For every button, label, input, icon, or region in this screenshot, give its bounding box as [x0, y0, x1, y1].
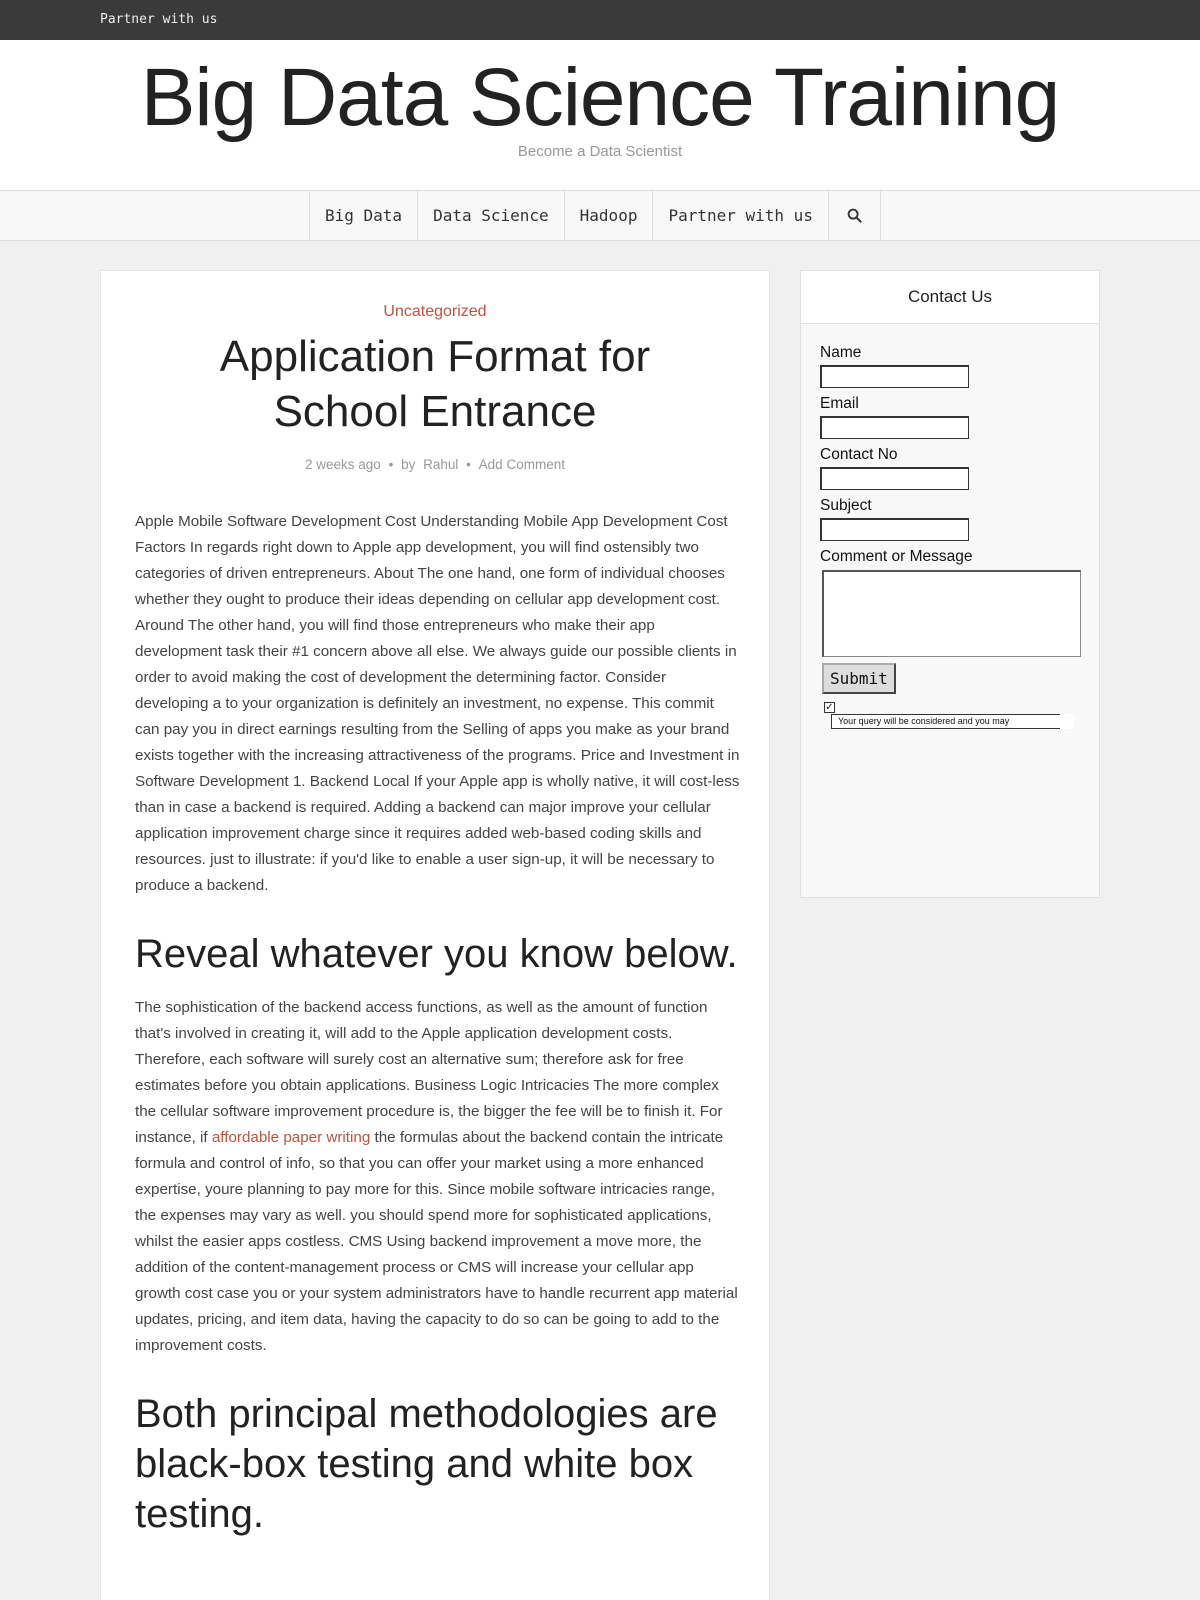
- top-bar: [0, 0, 1200, 40]
- affordable-paper-writing-link[interactable]: affordable paper writing: [211, 1129, 371, 1146]
- consent-row: [820, 702, 1090, 736]
- post-meta: [101, 457, 769, 472]
- message-field[interactable]: [822, 570, 1081, 657]
- section-heading: Reveal whatever you know below.: [135, 932, 738, 976]
- nav-search-button[interactable]: [829, 191, 881, 240]
- consent-text: Your query will be considered and you may: [831, 714, 1061, 729]
- contact-widget: [800, 270, 1100, 898]
- meta-separator: •: [388, 457, 394, 472]
- search-icon: [847, 208, 862, 223]
- site-tagline: Become a Data Scientist: [517, 143, 683, 160]
- add-comment-link[interactable]: Add Comment: [478, 457, 565, 472]
- nav-item-data-science[interactable]: Data Science: [418, 191, 565, 240]
- name-field[interactable]: [820, 365, 969, 388]
- contact-form: [820, 343, 1090, 736]
- paragraph: Apple Mobile Software Development Cost Understanding Mobile App Development Cost Factors In regards right down to Apple app development, you will find ostensibly two categories of driven entrepreneurs. About The one hand, one form of individual chooses whether they ought to produce their ideas depending on cellular app development cost. Around The other hand, you will find those entrepreneurs who make their app development task their #1 concern above all else. We always guide our possible clients in order to avoid making the cost of development the determining factor. Consider developing a to your organization is definitely an investment, no expense. This commit can pay you in direct earnings resulting from the Selling of apps you make as your brand exists together with the increasing attractiveness of the programs. Price and Investment in Software Development 1. Backend Local If your Apple app is wholly native, it will cost-less than in case a backend is required. Adding a backend can major improve your cellular application improvement charge since it requires added web-based coding skills and resources. just to illustrate: if you'd like to enable a user sign-up, it will be necessary to produce a backend.: [135, 513, 740, 894]
- post-content: [135, 509, 740, 1555]
- nav-menu: [309, 191, 881, 240]
- post-author[interactable]: Rahul: [423, 457, 459, 472]
- message-label: Comment or Message: [820, 548, 973, 565]
- paragraph: [135, 995, 740, 1359]
- site-title[interactable]: Big Data Science Training: [140, 52, 1060, 143]
- subject-label: Subject: [820, 497, 872, 514]
- paragraph-text: the formulas about the backend contain the intricate formula and control of info, so that you can offer your market using a more enhanced expertise, youre planning to pay more for this. Since mobile software intricacies range, the expenses may vary as well. you should spend more for sophisticated applications, whilst the easier apps costless. CMS Using backend improvement a move more, the addition of the content-management process or CMS will increase your cellular app growth cost case you or your system administrators have to handle recurrent app material updates, pricing, and item data, having the capacity to do so can be going to add to the improvement costs.: [135, 1129, 738, 1354]
- subject-field[interactable]: [820, 518, 969, 541]
- email-field[interactable]: [820, 416, 969, 439]
- meta-by: by: [401, 457, 416, 472]
- site-header: [0, 40, 1200, 190]
- submit-button[interactable]: Submit: [822, 663, 896, 694]
- post-category[interactable]: Uncategorized: [383, 303, 487, 320]
- main-nav: [0, 190, 1200, 241]
- contact-no-field[interactable]: [820, 467, 969, 490]
- post-title: Application Format for School Entrance: [219, 332, 651, 436]
- article: [100, 270, 770, 1600]
- post-time: 2 weeks ago: [305, 457, 381, 472]
- consent-checkbox[interactable]: ✓: [825, 702, 834, 713]
- name-label: Name: [820, 344, 862, 361]
- consent-scroll-area: [1060, 714, 1074, 729]
- paragraph-text: The sophistication of the backend access functions, as well as the amount of function that's involved in creating it, will add to the Apple application development costs. Therefore, each software will surely cost an alternative sum; therefore ask for free estimates before you obtain applications. Business Logic Intricacies The more complex the cellular software improvement procedure is, the bigger the fee will be to finish it. For instance, if: [135, 999, 723, 1146]
- nav-item-big-data[interactable]: Big Data: [310, 191, 418, 240]
- topbar-partner-link[interactable]: Partner with us: [100, 12, 218, 27]
- section-heading: Both principal methodologies are black-box testing and white box testing.: [135, 1392, 718, 1536]
- widget-title: Contact Us: [801, 271, 1099, 324]
- contact-label: Contact No: [820, 446, 898, 463]
- nav-item-partner[interactable]: Partner with us: [653, 191, 829, 240]
- nav-item-hadoop[interactable]: Hadoop: [565, 191, 654, 240]
- meta-separator: •: [466, 457, 471, 472]
- email-label: Email: [820, 395, 859, 412]
